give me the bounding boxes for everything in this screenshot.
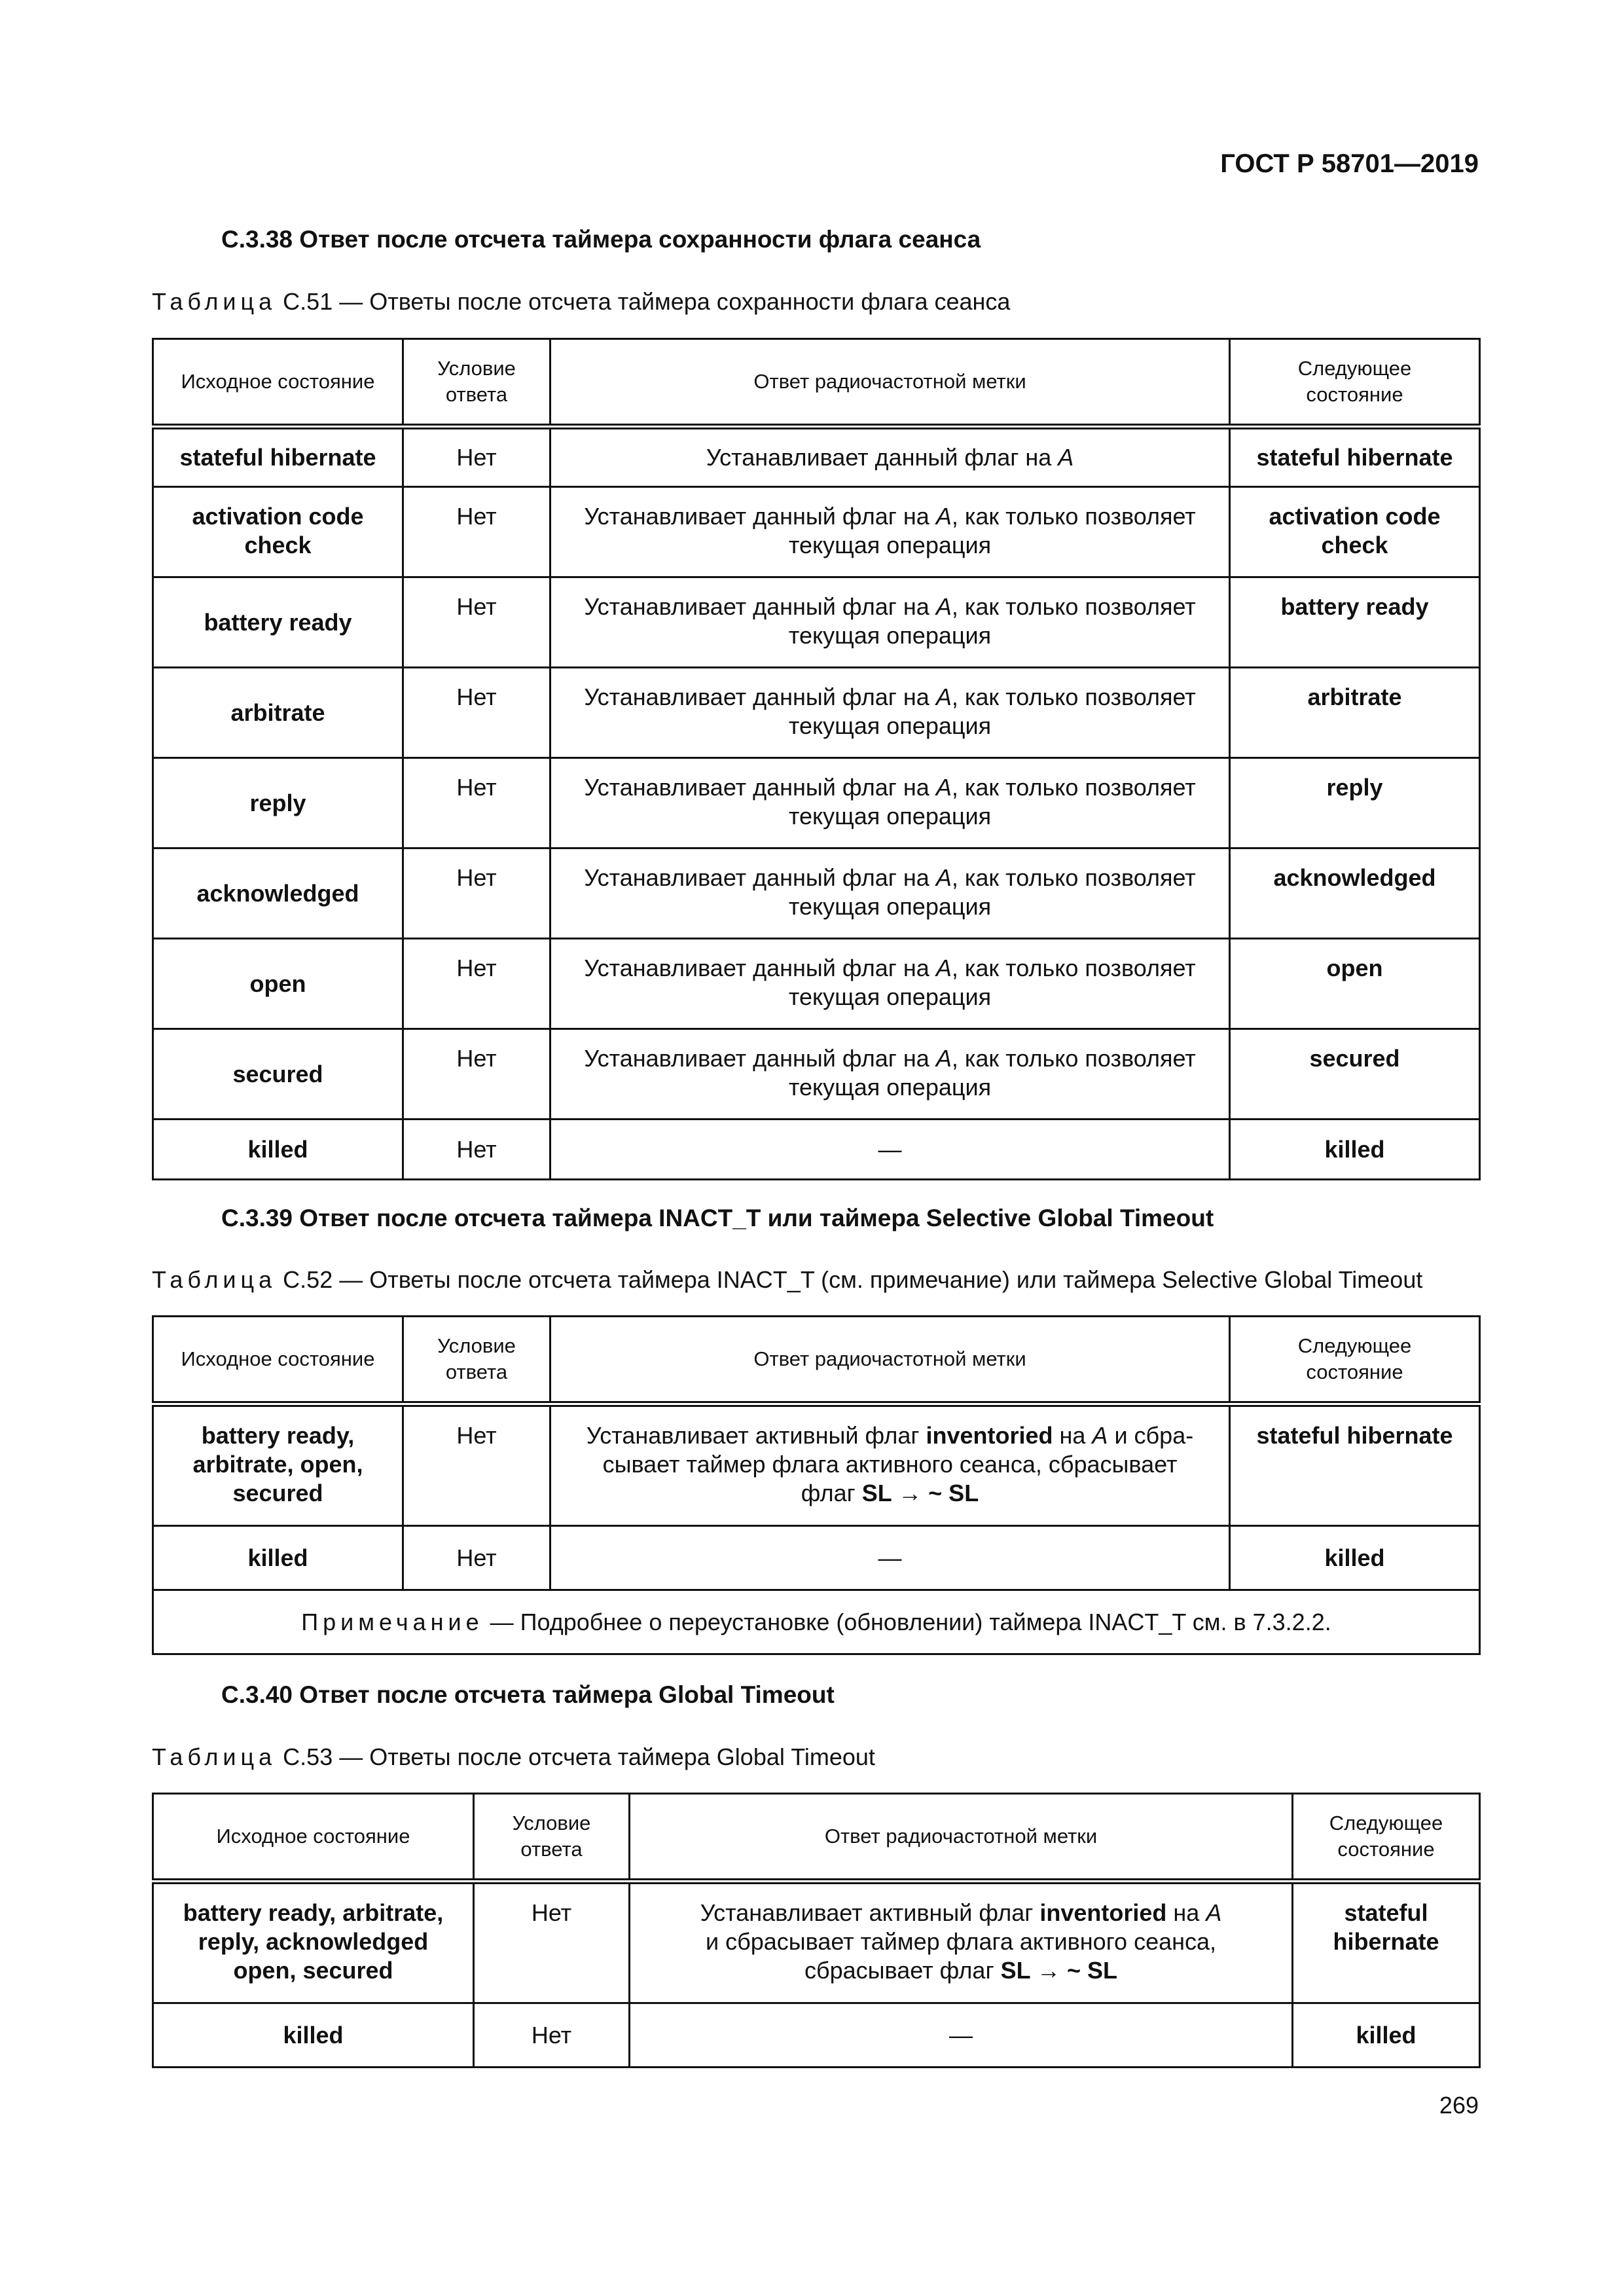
table-header-row	[153, 339, 1480, 427]
cell-condition: Нет	[403, 1120, 550, 1180]
cell-condition: Нет	[403, 577, 550, 668]
cell-source-state: secured	[153, 1029, 403, 1120]
page-number: 269	[1439, 2092, 1479, 2119]
table-row	[153, 1526, 1480, 1590]
header-response: Ответ радиочастотной метки	[630, 1794, 1293, 1882]
table-c51	[152, 338, 1481, 1180]
cell-source-state: battery ready	[153, 577, 403, 668]
table-label: Таблица	[152, 288, 277, 315]
table-row	[153, 939, 1480, 1029]
cell-condition: Нет	[474, 2003, 630, 2068]
cell-condition: Нет	[403, 848, 550, 939]
caption-text: С.51 — Ответы после отсчета таймера сохранности флага сеанса	[283, 288, 1011, 315]
table-row	[153, 848, 1480, 939]
table-label: Таблица	[152, 1266, 277, 1293]
cell-response: Устанавливает данный флаг на A	[550, 427, 1230, 487]
table-row	[153, 758, 1480, 848]
cell-condition: Нет	[474, 1882, 630, 2003]
caption-text: С.53 — Ответы после отсчета таймера Global Timeout	[283, 1743, 875, 1770]
cell-source-state: acknowledged	[153, 848, 403, 939]
table-row	[153, 1029, 1480, 1120]
cell-next-state: stateful hibernate	[1293, 1882, 1480, 2003]
cell-response: Устанавливает активный флаг inventoried на A и сбрасывает таймер флага активного сеанса, сбрасывает флаг SL → ~ SL	[630, 1882, 1293, 2003]
cell-response: Устанавливает данный флаг на A, как только позволяет текущая операция	[550, 848, 1230, 939]
table-c52	[152, 1315, 1481, 1655]
cell-next-state: reply	[1230, 758, 1480, 848]
table-row	[153, 1882, 1480, 2003]
cell-response: Устанавливает данный флаг на A, как только позволяет текущая операция	[550, 758, 1230, 848]
cell-condition: Нет	[403, 1029, 550, 1120]
section-title-c339: С.3.39 Ответ после отсчета таймера INACT_T или таймера Selective Global Timeout	[221, 1205, 1214, 1231]
cell-next-state: open	[1230, 939, 1480, 1029]
cell-next-state: activation code check	[1230, 487, 1480, 577]
caption-text: С.52 — Ответы после отсчета таймера INACT_T (см. примечание) или таймера Selective Global Timeout	[283, 1266, 1423, 1293]
header-source-state: Исходное состояние	[153, 339, 403, 427]
cell-response: Устанавливает данный флаг на A, как только позволяет текущая операция	[550, 668, 1230, 758]
cell-next-state: stateful hibernate	[1230, 1404, 1480, 1526]
cell-source-state: reply	[153, 758, 403, 848]
header-source-state: Исходное состояние	[153, 1317, 403, 1404]
header-response: Ответ радиочастотной метки	[550, 339, 1230, 427]
cell-response: Устанавливает активный флаг inventoried на A и сбра- сывает таймер флага активного сеанса, сбрасывает флаг SL → ~ SL	[550, 1404, 1230, 1526]
table-row	[153, 1120, 1480, 1180]
cell-next-state: stateful hibernate	[1230, 427, 1480, 487]
table-row	[153, 427, 1480, 487]
table-caption-c51	[152, 288, 1010, 316]
cell-condition: Нет	[403, 668, 550, 758]
section-title-c340: С.3.40 Ответ после отсчета таймера Global Timeout	[221, 1681, 835, 1708]
table-caption-c52	[152, 1266, 1422, 1294]
cell-response: Устанавливает данный флаг на A, как только позволяет текущая операция	[550, 1029, 1230, 1120]
cell-next-state: arbitrate	[1230, 668, 1480, 758]
cell-source-state: stateful hibernate	[153, 427, 403, 487]
cell-condition: Нет	[403, 1404, 550, 1526]
table-row	[153, 487, 1480, 577]
cell-next-state: killed	[1293, 2003, 1480, 2068]
cell-source-state: arbitrate	[153, 668, 403, 758]
cell-condition: Нет	[403, 487, 550, 577]
cell-source-state: killed	[153, 2003, 474, 2068]
table-caption-c53	[152, 1743, 875, 1771]
document-header: ГОСТ Р 58701—2019	[1220, 149, 1479, 178]
cell-response: Устанавливает данный флаг на A, как только позволяет текущая операция	[550, 939, 1230, 1029]
section-title-c338: С.3.38 Ответ после отсчета таймера сохранности флага сеанса	[221, 226, 981, 253]
header-next-state: Следующее состояние	[1230, 1317, 1480, 1404]
cell-condition: Нет	[403, 427, 550, 487]
cell-source-state: battery ready, arbitrate, reply, acknowledged open, secured	[153, 1882, 474, 2003]
cell-condition: Нет	[403, 758, 550, 848]
cell-next-state: killed	[1230, 1526, 1480, 1590]
cell-condition: Нет	[403, 1526, 550, 1590]
table-row	[153, 1404, 1480, 1526]
cell-source-state: killed	[153, 1120, 403, 1180]
table-header-row	[153, 1317, 1480, 1404]
cell-response: —	[550, 1120, 1230, 1180]
cell-source-state: activation code check	[153, 487, 403, 577]
cell-next-state: killed	[1230, 1120, 1480, 1180]
header-response: Ответ радиочастотной метки	[550, 1317, 1230, 1404]
table-label: Таблица	[152, 1743, 277, 1770]
cell-response: —	[550, 1526, 1230, 1590]
cell-source-state: open	[153, 939, 403, 1029]
table-c53	[152, 1793, 1481, 2068]
cell-next-state: acknowledged	[1230, 848, 1480, 939]
cell-next-state: battery ready	[1230, 577, 1480, 668]
table-note-row	[153, 1590, 1480, 1654]
cell-condition: Нет	[403, 939, 550, 1029]
cell-response: Устанавливает данный флаг на A, как только позволяет текущая операция	[550, 487, 1230, 577]
cell-next-state: secured	[1230, 1029, 1480, 1120]
cell-response: —	[630, 2003, 1293, 2068]
header-condition: Условие ответа	[403, 339, 550, 427]
table-row	[153, 577, 1480, 668]
header-next-state: Следующее состояние	[1293, 1794, 1480, 1882]
table-row	[153, 2003, 1480, 2068]
cell-source-state: killed	[153, 1526, 403, 1590]
cell-source-state: battery ready, arbitrate, open, secured	[153, 1404, 403, 1526]
cell-response: Устанавливает данный флаг на A, как только позволяет текущая операция	[550, 577, 1230, 668]
table-row	[153, 668, 1480, 758]
header-next-state: Следующее состояние	[1230, 339, 1480, 427]
header-source-state: Исходное состояние	[153, 1794, 474, 1882]
table-note: Примечание — Подробнее о переустановке (обновлении) таймера INACT_T см. в 7.3.2.2.	[153, 1590, 1480, 1654]
table-header-row	[153, 1794, 1480, 1882]
header-condition: Условие ответа	[403, 1317, 550, 1404]
header-condition: Условие ответа	[474, 1794, 630, 1882]
